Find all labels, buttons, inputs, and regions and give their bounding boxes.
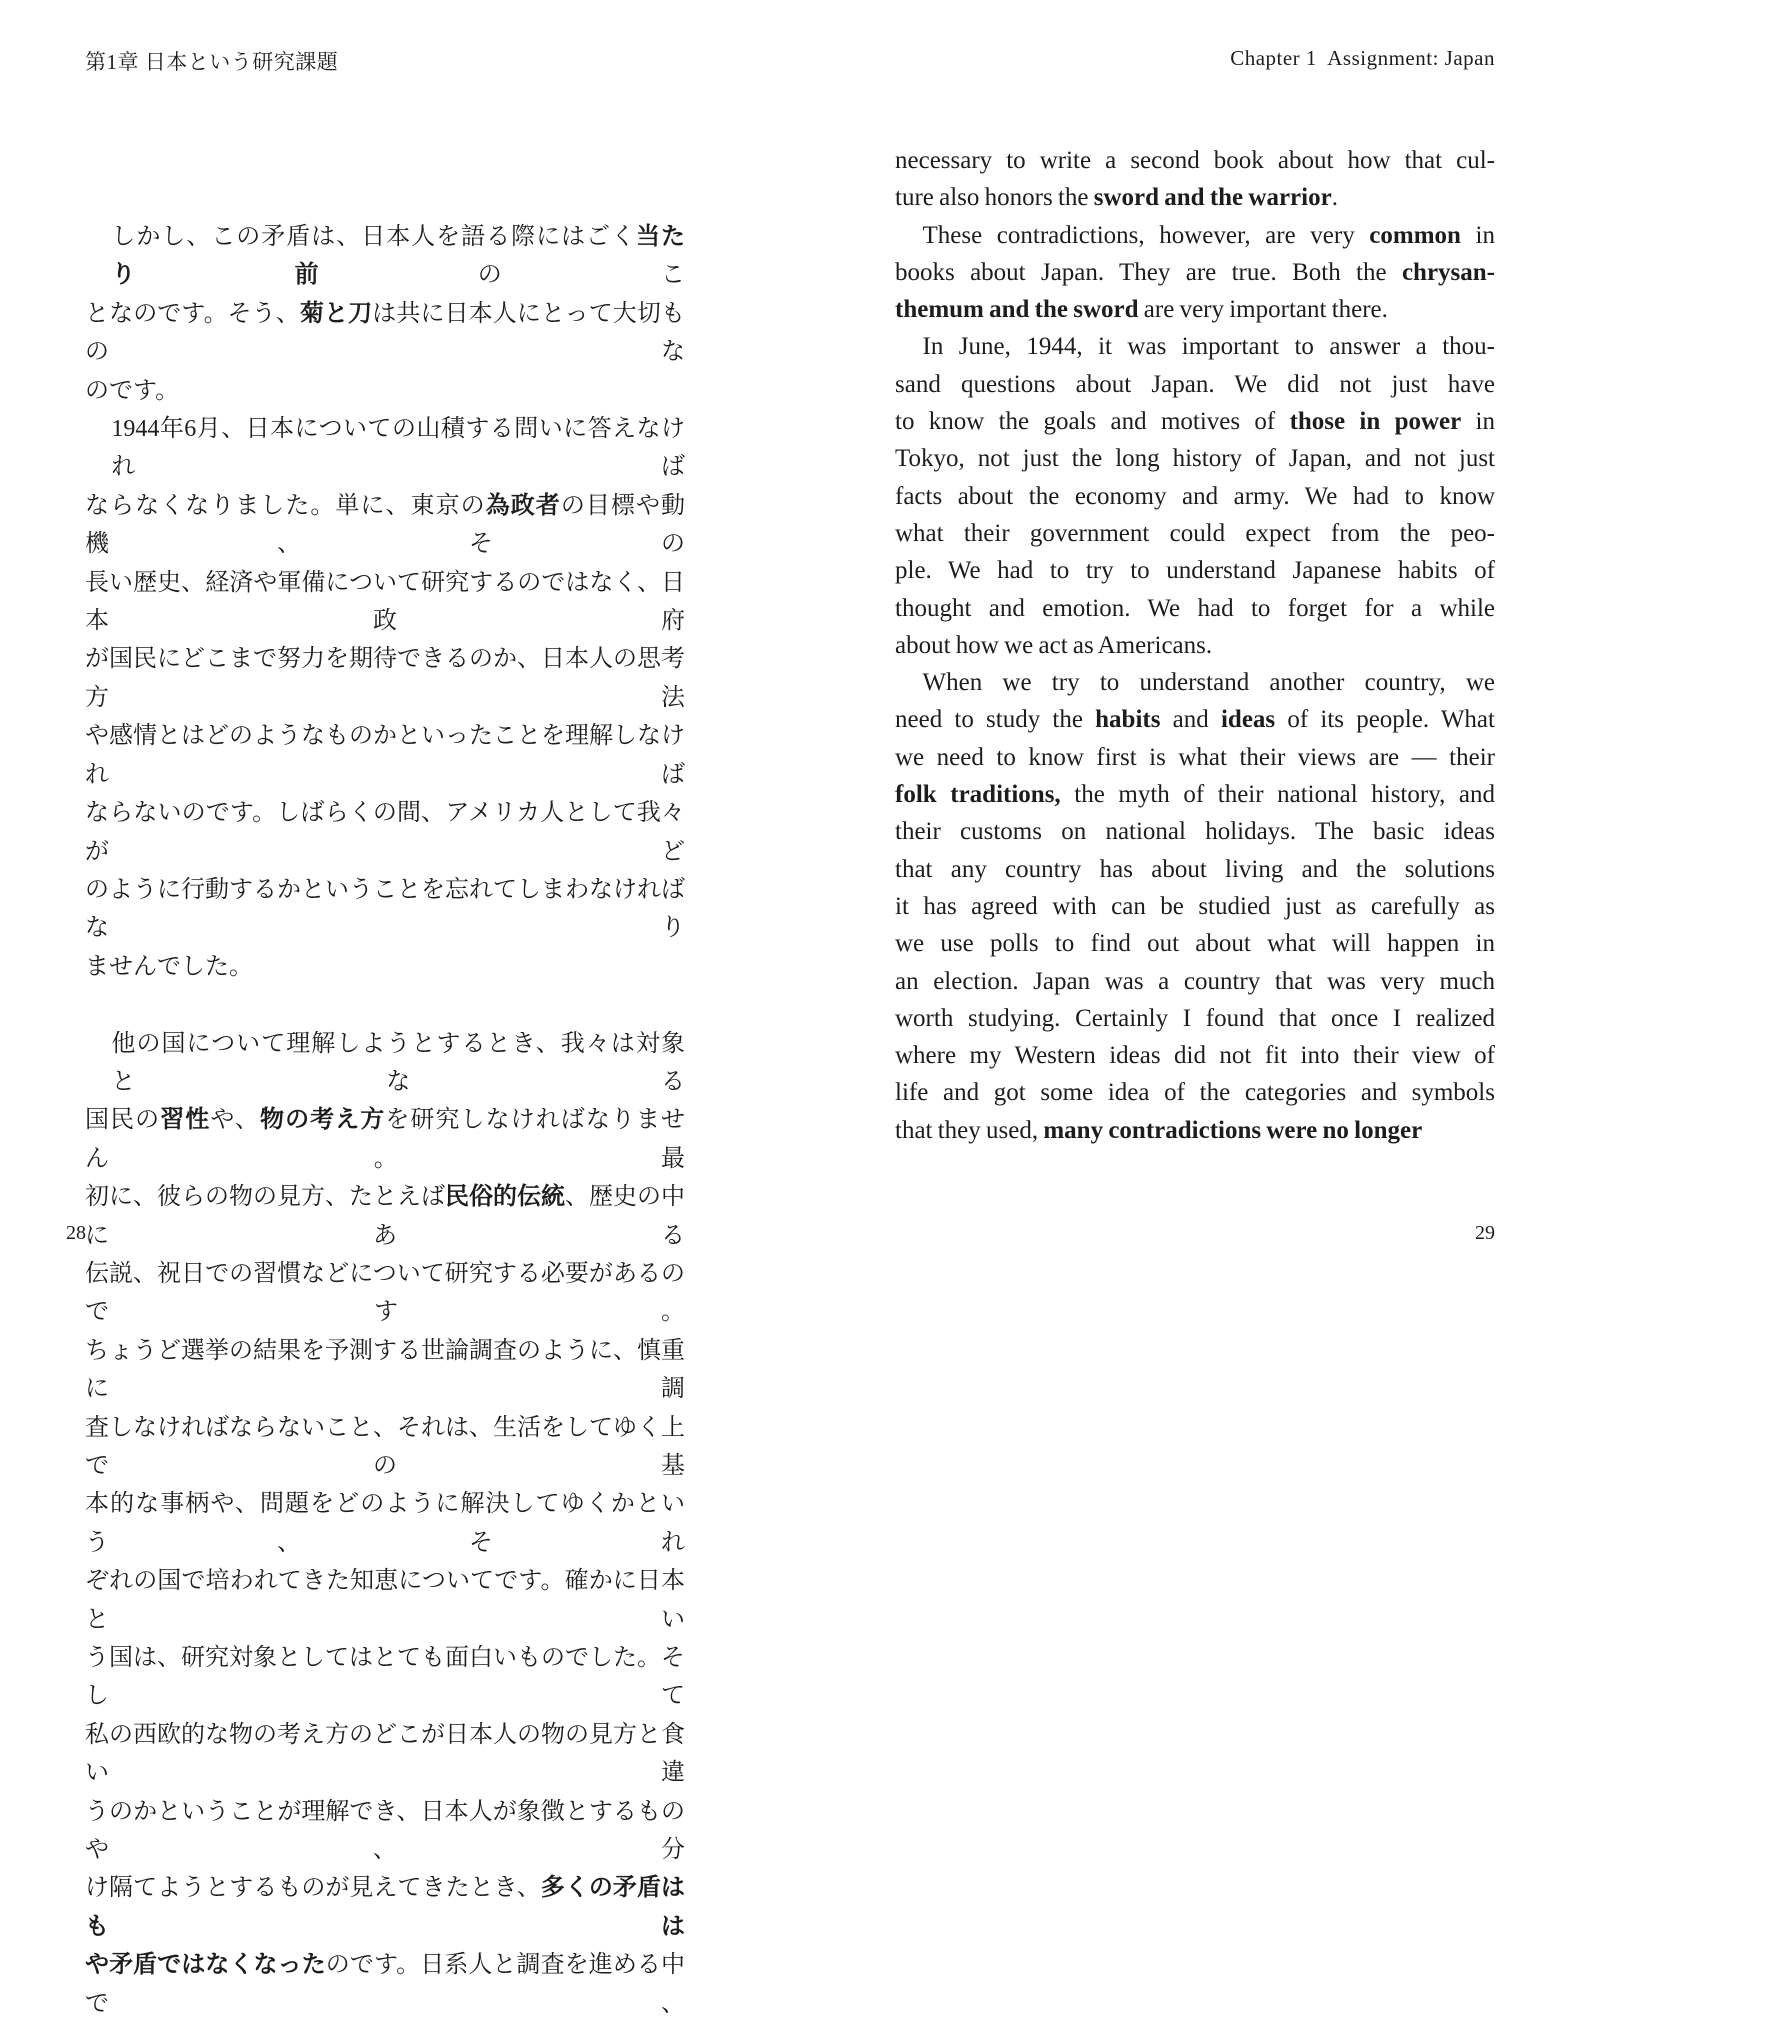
text-run: books about Japan. They are true. Both the bbox=[895, 258, 1402, 286]
text-line bbox=[895, 664, 1495, 701]
bold-text-run: 菊と刀 bbox=[299, 300, 373, 327]
paragraph-gap bbox=[85, 986, 685, 1024]
text-line bbox=[85, 1409, 685, 1486]
text-run: sand questions about Japan. We did not just have bbox=[895, 370, 1495, 398]
text-line bbox=[895, 739, 1495, 776]
text-line bbox=[895, 627, 1495, 664]
text-run: ture also honors the bbox=[895, 184, 1094, 212]
text-run: to know the goals and motives of bbox=[895, 408, 1290, 436]
text-run: about how we act as Americans. bbox=[895, 631, 1213, 659]
text-line bbox=[85, 1332, 685, 1409]
bold-text-run: common bbox=[1369, 221, 1461, 249]
text-run: it has agreed with can be studied just as carefully as bbox=[895, 892, 1495, 920]
text-line bbox=[85, 487, 685, 564]
text-run: 長い歴史、経済や軍備について研究するのではなく、日本政府 bbox=[85, 569, 685, 635]
text-run: necessary to write a second book about how that cul- bbox=[895, 147, 1495, 174]
bold-text-run: sword and the warrior bbox=[1093, 184, 1332, 212]
text-run: のです。 bbox=[85, 377, 180, 404]
bold-text-run: folk traditions, bbox=[895, 781, 1061, 809]
text-line bbox=[85, 295, 685, 372]
text-line bbox=[895, 963, 1495, 1000]
text-run: ちょうど選挙の結果を予測する世論調査のように、慎重に調 bbox=[85, 1337, 685, 1403]
text-line bbox=[85, 717, 685, 794]
page-number-right: 29 bbox=[1475, 1222, 1495, 1244]
bold-text-run: 当たり前 bbox=[111, 224, 686, 289]
text-line bbox=[895, 478, 1495, 515]
text-run: in bbox=[1461, 408, 1495, 436]
text-run: ple. We had to try to understand Japanese habits of bbox=[895, 557, 1495, 585]
text-run: ませんでした。 bbox=[85, 953, 253, 980]
text-line bbox=[895, 925, 1495, 962]
running-header-right: Chapter 1 Assignment: Japan bbox=[1230, 46, 1495, 70]
text-line bbox=[85, 948, 685, 986]
text-line bbox=[895, 366, 1495, 403]
text-line bbox=[895, 590, 1495, 627]
text-line bbox=[895, 1037, 1495, 1074]
text-line bbox=[895, 851, 1495, 888]
text-run: facts about the economy and army. We had to know bbox=[895, 482, 1495, 510]
text-run: け隔てようとするものが見えてきたとき、 bbox=[85, 1875, 541, 1902]
text-line bbox=[895, 1000, 1495, 1037]
text-run: When we try to understand another country, we bbox=[922, 669, 1495, 697]
text-line bbox=[895, 552, 1495, 589]
text-run: 、歴史の中にある bbox=[85, 1184, 685, 1249]
text-line bbox=[85, 640, 685, 717]
bold-text-run: those in power bbox=[1289, 408, 1462, 436]
text-run: . bbox=[1331, 184, 1338, 212]
page-number-left: 28 bbox=[66, 1222, 86, 1244]
text-run: のように行動するかということを忘れてしまわなければなり bbox=[85, 876, 685, 942]
text-line bbox=[895, 1074, 1495, 1111]
bold-text-run: や矛盾ではなくなった bbox=[85, 1952, 326, 1979]
text-line bbox=[895, 328, 1495, 365]
text-run: we use polls to find out about what will happen in bbox=[895, 930, 1495, 958]
text-line bbox=[895, 1112, 1495, 1149]
text-run: を研究しなければなりません。最 bbox=[85, 1107, 686, 1172]
text-run: が国民にどこまで努力を期待できるのか、日本人の思考方法 bbox=[85, 646, 685, 711]
bold-text-run: 民俗的伝統 bbox=[445, 1184, 565, 1211]
text-line bbox=[85, 1178, 685, 1255]
text-run: うのかということが理解でき、日本人が象徴とするものや、分 bbox=[85, 1798, 685, 1864]
text-run: what their government could expect from the peo- bbox=[895, 519, 1495, 547]
bold-text-run: habits bbox=[1095, 706, 1161, 734]
text-run: the myth of their national history, and bbox=[1060, 781, 1495, 809]
text-run: their customs on national holidays. The basic ideas bbox=[895, 818, 1495, 846]
bold-text-run: many contradictions were no longer bbox=[1043, 1116, 1423, 1144]
text-line bbox=[85, 871, 685, 948]
text-line bbox=[895, 179, 1495, 216]
text-run: that any country has about living and the solutions bbox=[895, 855, 1495, 883]
text-run: 初に、彼らの物の見方、たとえば bbox=[85, 1184, 445, 1211]
bold-text-run: 習性 bbox=[160, 1107, 211, 1134]
text-line bbox=[85, 1639, 685, 1716]
text-run: 査しなければならないこと、それは、生活をしてゆく上での基 bbox=[85, 1414, 685, 1479]
text-run: 本的な事柄や、問題をどのように解決してゆくかという、それ bbox=[85, 1491, 685, 1556]
japanese-text-column bbox=[85, 218, 685, 2023]
text-run: an election. Japan was a country that was very much bbox=[895, 967, 1495, 995]
text-run: where my Western ideas did not fit into their view of bbox=[895, 1042, 1495, 1070]
text-run: ならないのです。しばらくの間、アメリカ人として我々がど bbox=[85, 800, 685, 865]
english-text-column bbox=[895, 142, 1495, 1149]
text-run: の目標や動機、その bbox=[85, 492, 686, 558]
text-line bbox=[85, 1793, 685, 1870]
text-line bbox=[895, 515, 1495, 552]
bold-text-run: 物の考え方 bbox=[260, 1107, 386, 1134]
text-run: that they used, bbox=[895, 1116, 1044, 1144]
text-line bbox=[85, 1562, 685, 1639]
text-line bbox=[85, 1485, 685, 1562]
text-line bbox=[85, 1025, 685, 1102]
text-run: In June, 1944, it was important to answer a thou- bbox=[922, 333, 1495, 361]
text-line bbox=[895, 813, 1495, 850]
text-run: のです。日系人と調査を進める中で、 bbox=[85, 1952, 685, 2017]
text-run: thought and emotion. We had to forget for a while bbox=[895, 594, 1495, 622]
text-run: しかし、この矛盾は、日本人を語る際にはごく bbox=[111, 224, 637, 250]
text-line bbox=[85, 1101, 685, 1178]
text-line bbox=[895, 888, 1495, 925]
text-run: う国は、研究対象としてはとても面白いものでした。そして bbox=[85, 1645, 685, 1710]
text-line bbox=[85, 1255, 685, 1332]
text-run: となのです。そう、 bbox=[85, 300, 300, 327]
text-line bbox=[895, 217, 1495, 254]
text-run: we need to know first is what their views are — their bbox=[895, 743, 1495, 771]
text-run: of its people. What bbox=[1275, 706, 1495, 734]
text-run: ぞれの国で培われてきた知恵についてです。確かに日本とい bbox=[85, 1568, 685, 1633]
text-line bbox=[85, 218, 685, 295]
text-line bbox=[85, 410, 685, 487]
bold-text-run: ideas bbox=[1220, 706, 1276, 734]
text-run: ならなくなりました。単に、東京の bbox=[85, 492, 486, 519]
text-run: need to study the bbox=[895, 706, 1096, 734]
bold-text-run: 為政者 bbox=[485, 492, 561, 519]
text-run: are very important there. bbox=[1138, 296, 1388, 324]
text-line bbox=[85, 1869, 685, 1946]
text-line bbox=[85, 1716, 685, 1793]
text-run: は共に日本人にとって大切ものな bbox=[85, 300, 685, 366]
text-line bbox=[85, 794, 685, 871]
bold-text-run: 多くの矛盾はもは bbox=[85, 1875, 685, 1940]
running-header-left: 第1章 日本という研究課題 bbox=[85, 50, 339, 74]
text-line bbox=[895, 776, 1495, 813]
text-line bbox=[85, 1946, 685, 2023]
text-line bbox=[895, 440, 1495, 477]
text-run: in bbox=[1460, 221, 1495, 249]
text-run: 私の西欧的な物の考え方のどこが日本人の物の見方と食い違 bbox=[85, 1721, 685, 1787]
text-run: 国民の bbox=[85, 1107, 161, 1134]
text-line bbox=[85, 372, 685, 410]
text-run: and bbox=[1160, 706, 1221, 734]
bold-text-run: chrysan- bbox=[1401, 258, 1495, 286]
text-run: life and got some idea of the categories and symbols bbox=[895, 1079, 1495, 1107]
text-run: These contradictions, however, are very bbox=[922, 221, 1370, 249]
text-line bbox=[895, 142, 1495, 179]
text-run: のこ bbox=[477, 262, 685, 289]
text-line bbox=[85, 564, 685, 641]
text-line bbox=[895, 254, 1495, 291]
text-line bbox=[895, 701, 1495, 738]
text-run: や感情とはどのようなものかといったことを理解しなければ bbox=[85, 723, 685, 788]
text-line bbox=[895, 291, 1495, 328]
text-run: Tokyo, not just the long history of Japan, and not just bbox=[895, 445, 1495, 473]
bold-text-run: themum and the sword bbox=[895, 296, 1139, 324]
text-run: 伝説、祝日での習慣などについて研究する必要があるのです。 bbox=[85, 1260, 685, 1326]
text-run: 1944年6月、日本についての山積する問いに答えなければ bbox=[111, 416, 685, 481]
text-run: 他の国について理解しようとするとき、我々は対象となる bbox=[111, 1030, 685, 1095]
text-line bbox=[895, 403, 1495, 440]
text-run: や、 bbox=[210, 1107, 260, 1134]
text-run: worth studying. Certainly I found that once I realized bbox=[895, 1004, 1495, 1032]
